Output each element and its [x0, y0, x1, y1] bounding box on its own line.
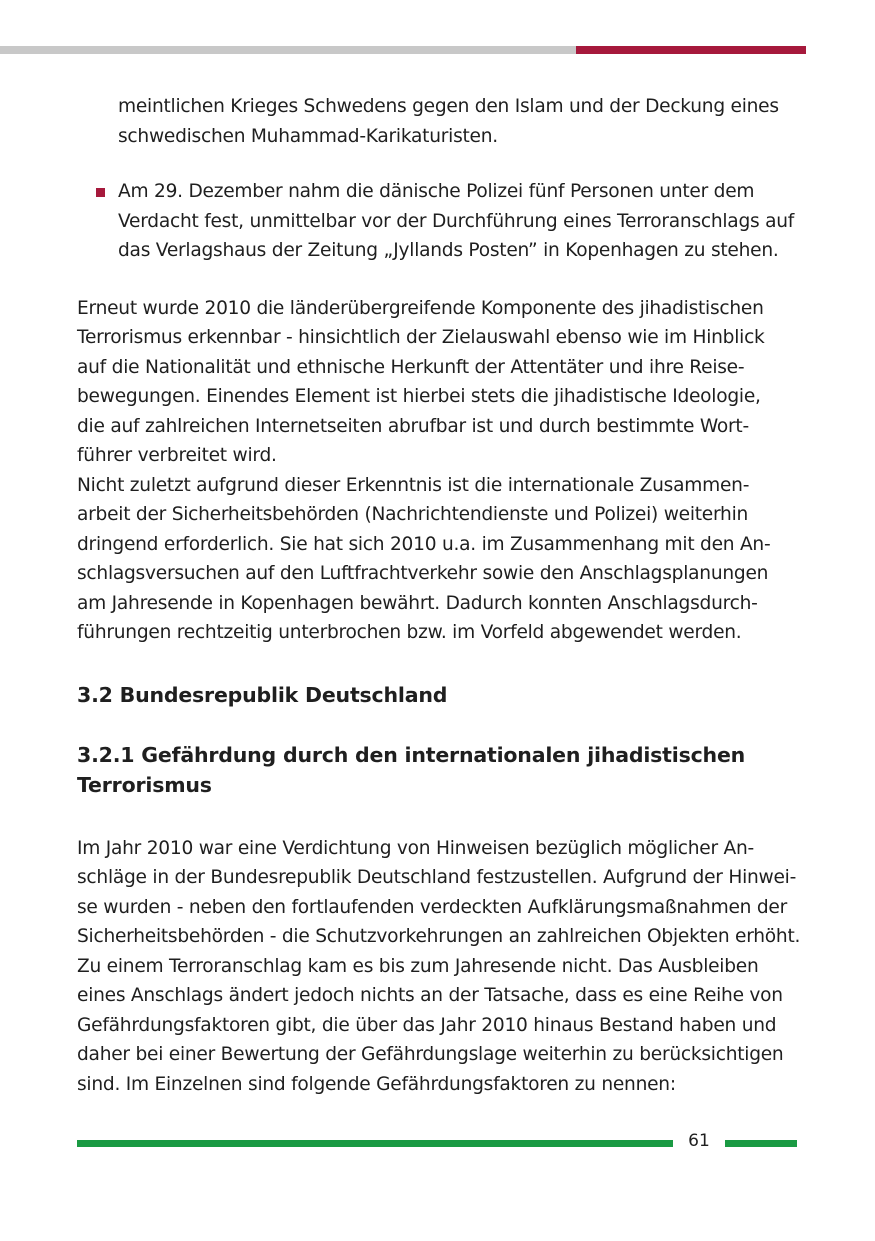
footer-rule-right — [725, 1140, 797, 1147]
text-line: schwedischen Muhammad-Karikaturisten. — [118, 125, 498, 147]
square-bullet-icon — [96, 188, 105, 197]
heading-line: 3.2.1 Gefährdung durch den internationalen jihadistischen — [77, 742, 746, 767]
text-line: das Verlagshaus der Zeitung „Jyllands Posten” in Kopenhagen zu stehen. — [118, 240, 779, 261]
continuation-paragraph — [77, 92, 807, 151]
text-line: am Jahresende in Kopenhagen bewährt. Dadurch konnten Anschlagsdurch- — [77, 592, 758, 614]
text-line: Sicherheitsbehörden - die Schutzvorkehrungen an zahlreichen Objekten erhöht. — [77, 926, 801, 947]
text-line: Am 29. Dezember nahm die dänische Polizei fünf Personen unter dem — [118, 181, 755, 202]
header-rule-red — [576, 46, 806, 54]
subsection-heading — [77, 740, 807, 800]
heading-line: Terrorismus — [77, 772, 212, 797]
text-line: Im Jahr 2010 war eine Verdichtung von Hinweisen bezüglich möglicher An- — [77, 837, 755, 859]
section-heading: 3.2 Bundesrepublik Deutschland — [77, 682, 448, 707]
footer-rule-left — [77, 1140, 673, 1147]
header-rule-grey — [0, 46, 576, 54]
bullet-list-item — [77, 177, 807, 266]
text-line: se wurden - neben den fortlaufenden verdeckten Aufklärungsmaßnahmen der — [77, 896, 787, 918]
text-line: Zu einem Terroranschlag kam es bis zum Jahresende nicht. Das Ausbleiben — [77, 955, 759, 977]
text-line: die auf zahlreichen Internetseiten abrufbar ist und durch bestimmte Wort- — [77, 415, 749, 437]
text-line: bewegungen. Einendes Element ist hierbei stets die jihadistische Ideologie, — [77, 386, 761, 407]
body-paragraph-germany — [77, 834, 807, 1100]
text-line: Terrorismus erkennbar - hinsichtlich der Zielauswahl ebenso wie im Hinblick — [77, 327, 765, 348]
text-line: dringend erforderlich. Sie hat sich 2010 u.a. im Zusammenhang mit den An- — [77, 533, 771, 555]
page-content — [77, 92, 807, 1099]
text-line: Gefährdungsfaktoren gibt, die über das Jahr 2010 hinaus Bestand haben und — [77, 1014, 777, 1036]
body-paragraph-international — [77, 294, 807, 648]
text-line: schlagsversuchen auf den Luftfrachtverkehr sowie den Anschlagsplanungen — [77, 563, 769, 584]
text-line: daher bei einer Bewertung der Gefährdungslage weiterhin zu berücksichtigen — [77, 1044, 784, 1065]
text-line: meintlichen Krieges Schwedens gegen den Islam und der Deckung eines — [118, 96, 779, 117]
page-number: 61 — [688, 1131, 710, 1151]
text-line: führer verbreitet wird. — [77, 445, 277, 466]
text-line: Verdacht fest, unmittelbar vor der Durchführung eines Terroranschlags auf — [118, 210, 795, 232]
text-line: auf die Nationalität und ethnische Herkunft der Attentäter und ihre Reise- — [77, 356, 745, 378]
text-line: eines Anschlags ändert jedoch nichts an der Tatsache, dass es eine Reihe von — [77, 985, 783, 1006]
text-line: Erneut wurde 2010 die länderübergreifende Komponente des jihadistischen — [77, 297, 764, 319]
text-line: Nicht zuletzt aufgrund dieser Erkenntnis ist die internationale Zusammen- — [77, 474, 750, 496]
text-line: sind. Im Einzelnen sind folgende Gefährdungsfaktoren zu nennen: — [77, 1073, 676, 1095]
text-line: arbeit der Sicherheitsbehörden (Nachrichtendienste und Polizei) weiterhin — [77, 504, 749, 525]
text-line: schläge in der Bundesrepublik Deutschland festzustellen. Aufgrund der Hinwei- — [77, 867, 797, 888]
text-line: führungen rechtzeitig unterbrochen bzw. im Vorfeld abgewendet werden. — [77, 622, 742, 643]
